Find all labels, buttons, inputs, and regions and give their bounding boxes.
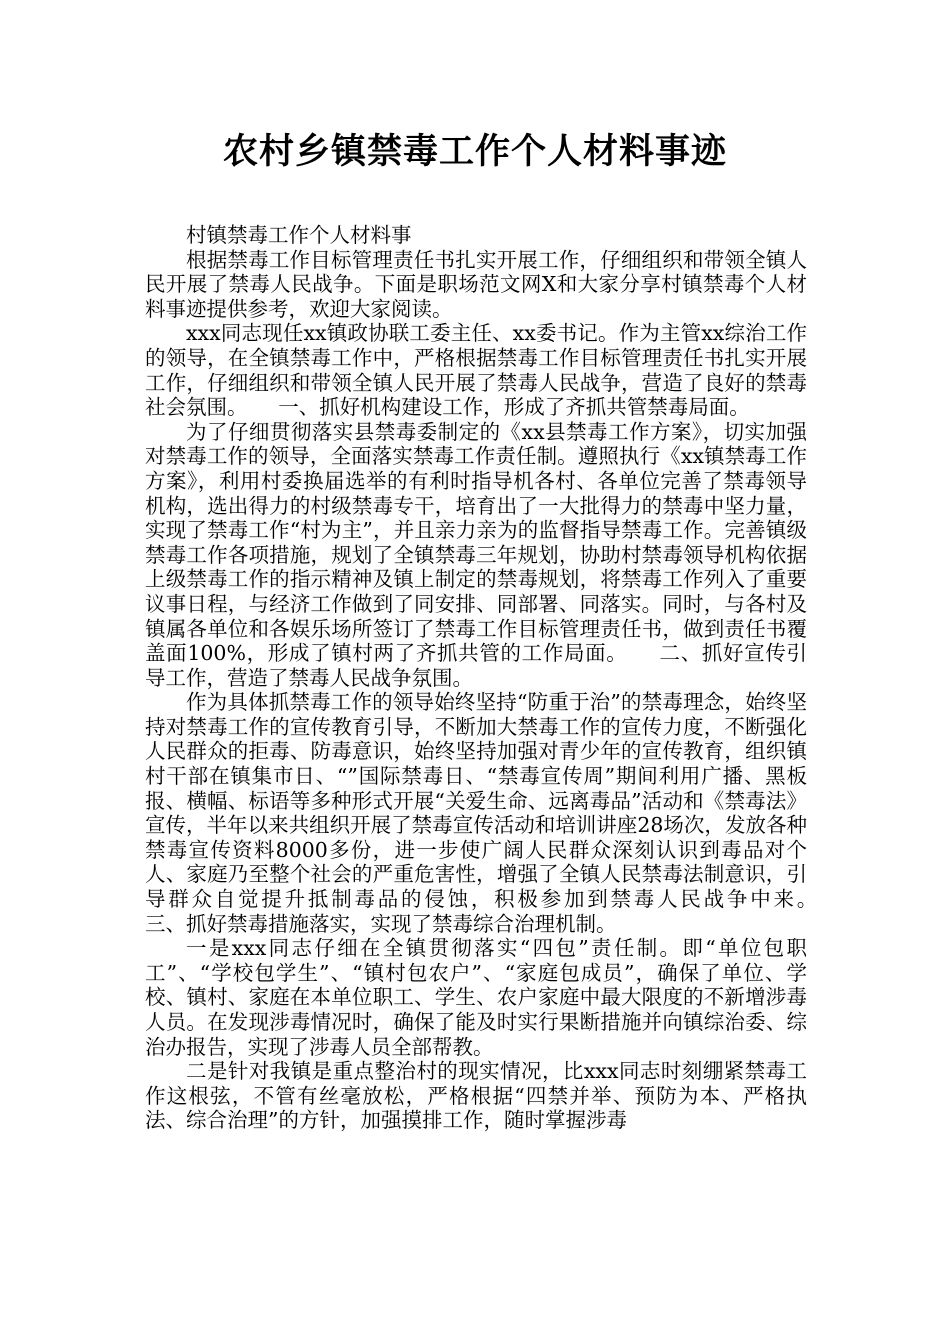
paragraph-publicity: 作为具体抓禁毒工作的领导始终坚持“防重于治”的禁毒理念，始终坚持对禁毒工作的宣传教育引导，不断加大禁毒工作的宣传力度，不断强化人民群众的拒毒、防毒意识，始终坚持加强对青少年的宣传教育，组织镇村干部在镇集市日、“”国际禁毒日、“禁毒宣传周”期间利用广播、黑板报、横幅、标语等多种形式开展“关爱生命、远离毒品”活动和《禁毒法》宣传，半年以来共组织开展了禁毒宣传活动和培训讲座28场次，发放各种禁毒宣传资料8000多份，进一步使广阔人民群众深刻认识到毒品对个人、家庭乃至整个社会的严重危害性，增强了全镇人民禁毒法制意识，引导群众自觉提升抵制毒品的侵蚀，积极参加到禁毒人民战争中来。 三、抓好禁毒措施落实，实现了禁毒综合治理机制。 [145, 690, 848, 936]
paragraph-measure-one: 一是xxx同志仔细在全镇贯彻落实“四包”责任制。即“单位包职工”、“学校包学生”、“镇村包农户”、“家庭包成员”，确保了单位、学校、镇村、家庭在本单位职工、学生、农户家庭中最大限度的不新增涉毒人员。在发现涉毒情况时，确保了能及时实行果断措施并向镇综治委、综治办报告，实现了涉毒人员全部帮教。 [145, 936, 807, 1059]
document-title: 农村乡镇禁毒工作个人材料事迹 [222, 132, 727, 172]
paragraph-measure-two: 二是针对我镇是重点整治村的现实情况，比xxx同志时刻绷紧禁毒工作这根弦，不管有丝毫放松，严格根据“四禁并举、预防为本、严格执法、综合治理”的方针，加强摸排工作，随时掌握涉毒 [145, 1059, 807, 1133]
paragraph-subtitle: 村镇禁毒工作个人材料事 [186, 223, 412, 247]
paragraph-organization: 为了仔细贯彻落实县禁毒委制定的《xx县禁毒工作方案》，切实加强对禁毒工作的领导，全面落实禁毒工作责任制。遵照执行《xx镇禁毒工作方案》，利用村委换届选举的有利时指导机各村、各单位完善了禁毒领导机构，选出得力的村级禁毒专干，培育出了一大批得力的禁毒中坚力量，实现了禁毒工作“村为主”，并且亲力亲为的监督指导禁毒工作。完善镇级禁毒工作各项措施，规划了全镇禁毒三年规划，协助村禁毒领导机构依据上级禁毒工作的指示精神及镇上制定的禁毒规划，将禁毒工作列入了重要议事日程，与经济工作做到了同安排、同部署、同落实。同时，与各村及镇属各单位和各娱乐场所签订了禁毒工作目标管理责任书，做到责任书覆盖面100%，形成了镇村两了齐抓共管的工作局面。 二、抓好宣传引导工作，营造了禁毒人民战争氛围。 [145, 419, 807, 690]
paragraph-profile: xxx同志现任xx镇政协联工委主任、xx委书记。作为主管xx综治工作的领导，在全镇禁毒工作中，严格根据禁毒工作目标管理责任书扎实开展工作，仔细组织和带领全镇人民开展了禁毒人民战争，营造了良好的禁毒社会氛围。 一、抓好机构建设工作，形成了齐抓共管禁毒局面。 [145, 321, 807, 420]
paragraph-intro: 根据禁毒工作目标管理责任书扎实开展工作，仔细组织和带领全镇人民开展了禁毒人民战争。下面是职场范文网X和大家分享村镇禁毒个人材料事迹提供参考，欢迎大家阅读。 [145, 247, 807, 321]
document-body [145, 223, 848, 1133]
